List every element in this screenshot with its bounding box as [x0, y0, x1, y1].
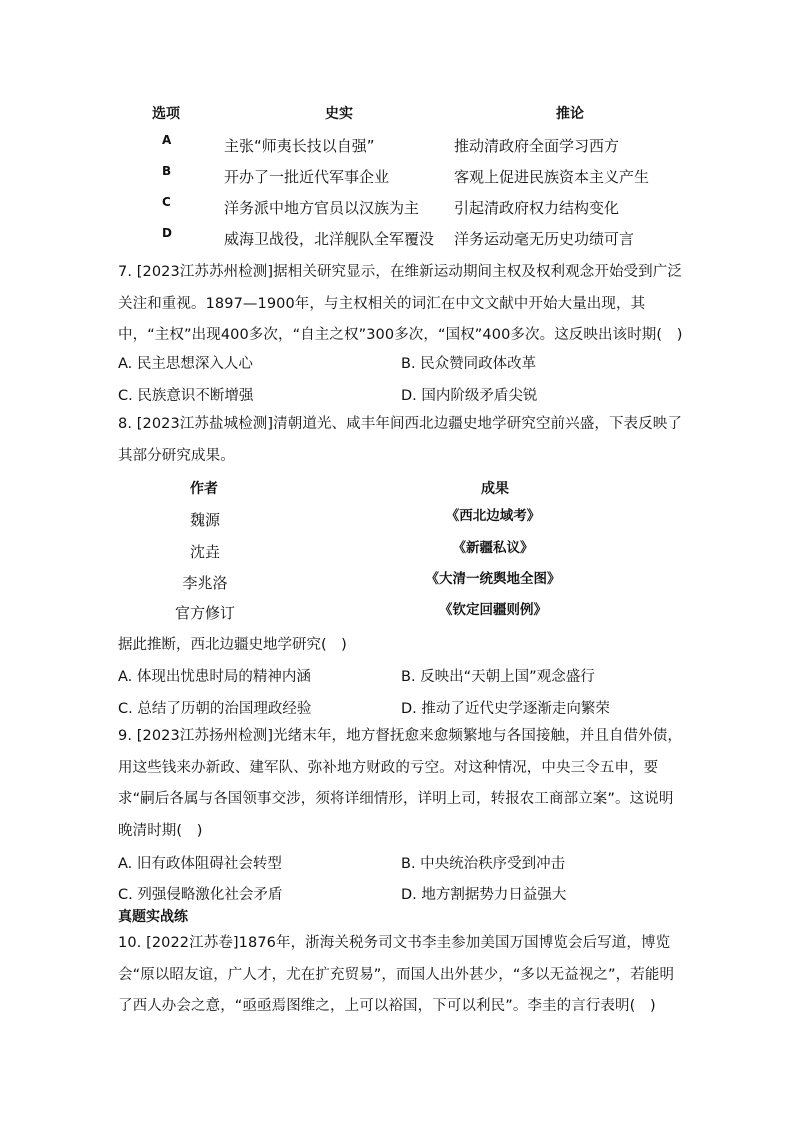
question-9-option-d[interactable]: D. 地方割据势力日益强大	[401, 887, 567, 903]
question-7-option-b[interactable]: B. 民众赞同政体改革	[401, 356, 537, 372]
table-row	[0, 226, 794, 254]
row-option: B	[162, 164, 172, 178]
table-header-option: 选项	[152, 106, 180, 122]
table-work: 《西北边域考》	[445, 508, 541, 524]
question-8-option-b[interactable]: B. 反映出“天朝上国”观念盛行	[401, 669, 595, 685]
question-7-option-c[interactable]: C. 民族意识不断增强	[118, 388, 254, 404]
question-7-text: 7. [2023江苏苏州检测]据相关研究显示，在维新运动期间主权及权利观念开始受到广泛关注和重视。1897—1900年，与主权相关的词汇在中文文献中开始大量出现，其中，“主权”出现400多次，“自主之权”300多次，“国权”400多次。这反映出该时期( )	[118, 264, 683, 343]
row-option: C	[162, 195, 171, 209]
table-row	[0, 195, 794, 223]
table-work: 《钦定回疆则例》	[439, 602, 547, 618]
question-7-option-a[interactable]: A. 民主思想深入人心	[118, 356, 253, 372]
question-9-option-a[interactable]: A. 旧有政体阻碍社会转型	[118, 856, 282, 872]
table-author: 沈垚	[189, 543, 220, 561]
row-inference: 推动清政府全面学习西方	[454, 137, 620, 155]
question-9-option-c[interactable]: C. 列强侵略激化社会矛盾	[118, 887, 283, 903]
question-9-option-b[interactable]: B. 中央统治秩序受到冲击	[401, 856, 566, 872]
table-row	[0, 164, 794, 192]
row-fact: 主张“师夷长技以自强”	[224, 137, 375, 155]
row-inference: 客观上促进民族资本主义产生	[454, 168, 650, 186]
question-8-option-a[interactable]: A. 体现出忧患时局的精神内涵	[118, 669, 311, 685]
row-fact: 开办了一批近代军事企业	[224, 168, 390, 186]
table-author: 官方修订	[174, 604, 235, 622]
table-header-inference: 推论	[556, 106, 584, 122]
row-option: A	[162, 133, 172, 147]
question-7-option-d[interactable]: D. 国内阶级矛盾尖锐	[401, 388, 538, 404]
question-8-option-d[interactable]: D. 推动了近代史学逐渐走向繁荣	[401, 701, 610, 717]
table-work: 《大清一统舆地全图》	[425, 571, 561, 587]
table-header-author: 作者	[190, 481, 218, 497]
question-8-option-c[interactable]: C. 总结了历朝的治国理政经验	[118, 701, 312, 717]
table-row	[0, 133, 794, 161]
table-author: 李兆洛	[182, 574, 228, 592]
table-header-work: 成果	[481, 481, 509, 497]
question-10-text: 10. [2022江苏卷]1876年，浙海关税务司文书李圭参加美国万国博览会后写道，博览会“原以昭友谊，广人才，尤在扩充贸易”，而国人出外甚少，“多以无益视之”，若能明了西人办会之意，“亟亟焉图维之，上可以裕国，下可以利民”。李圭的言行表明( )	[118, 935, 675, 1014]
table-header-fact: 史实	[325, 106, 353, 122]
section-title: 真题实战练	[118, 909, 188, 925]
row-fact: 洋务派中地方官员以汉族为主	[224, 199, 420, 217]
row-inference: 引起清政府权力结构变化	[454, 199, 620, 217]
table-author: 魏源	[189, 511, 220, 529]
row-inference: 洋务运动毫无历史功绩可言	[454, 230, 635, 248]
table-work: 《新疆私议》	[452, 540, 534, 556]
question-9-text: 9. [2023江苏扬州检测]光绪末年，地方督抚愈来愈频繁地与各国接触，并且自借外债，用这些钱来办新政、建军队、弥补地方财政的亏空。对这种情况，中央三令五申，要求“嗣后各属与各国领事交涉，须将详细情形，详明上司，转报农工商部立案”。这说明晚清时期( )	[118, 728, 682, 839]
row-option: D	[162, 226, 172, 240]
question-8-followup: 据此推断，西北边疆史地学研究( )	[118, 637, 347, 653]
question-8-text: 8. [2023江苏盐城检测]清朝道光、咸丰年间西北边疆史地学研究空前兴盛，下表反映了其部分研究成果。	[118, 416, 682, 464]
row-fact: 威海卫战役，北洋舰队全军覆没	[224, 230, 435, 248]
